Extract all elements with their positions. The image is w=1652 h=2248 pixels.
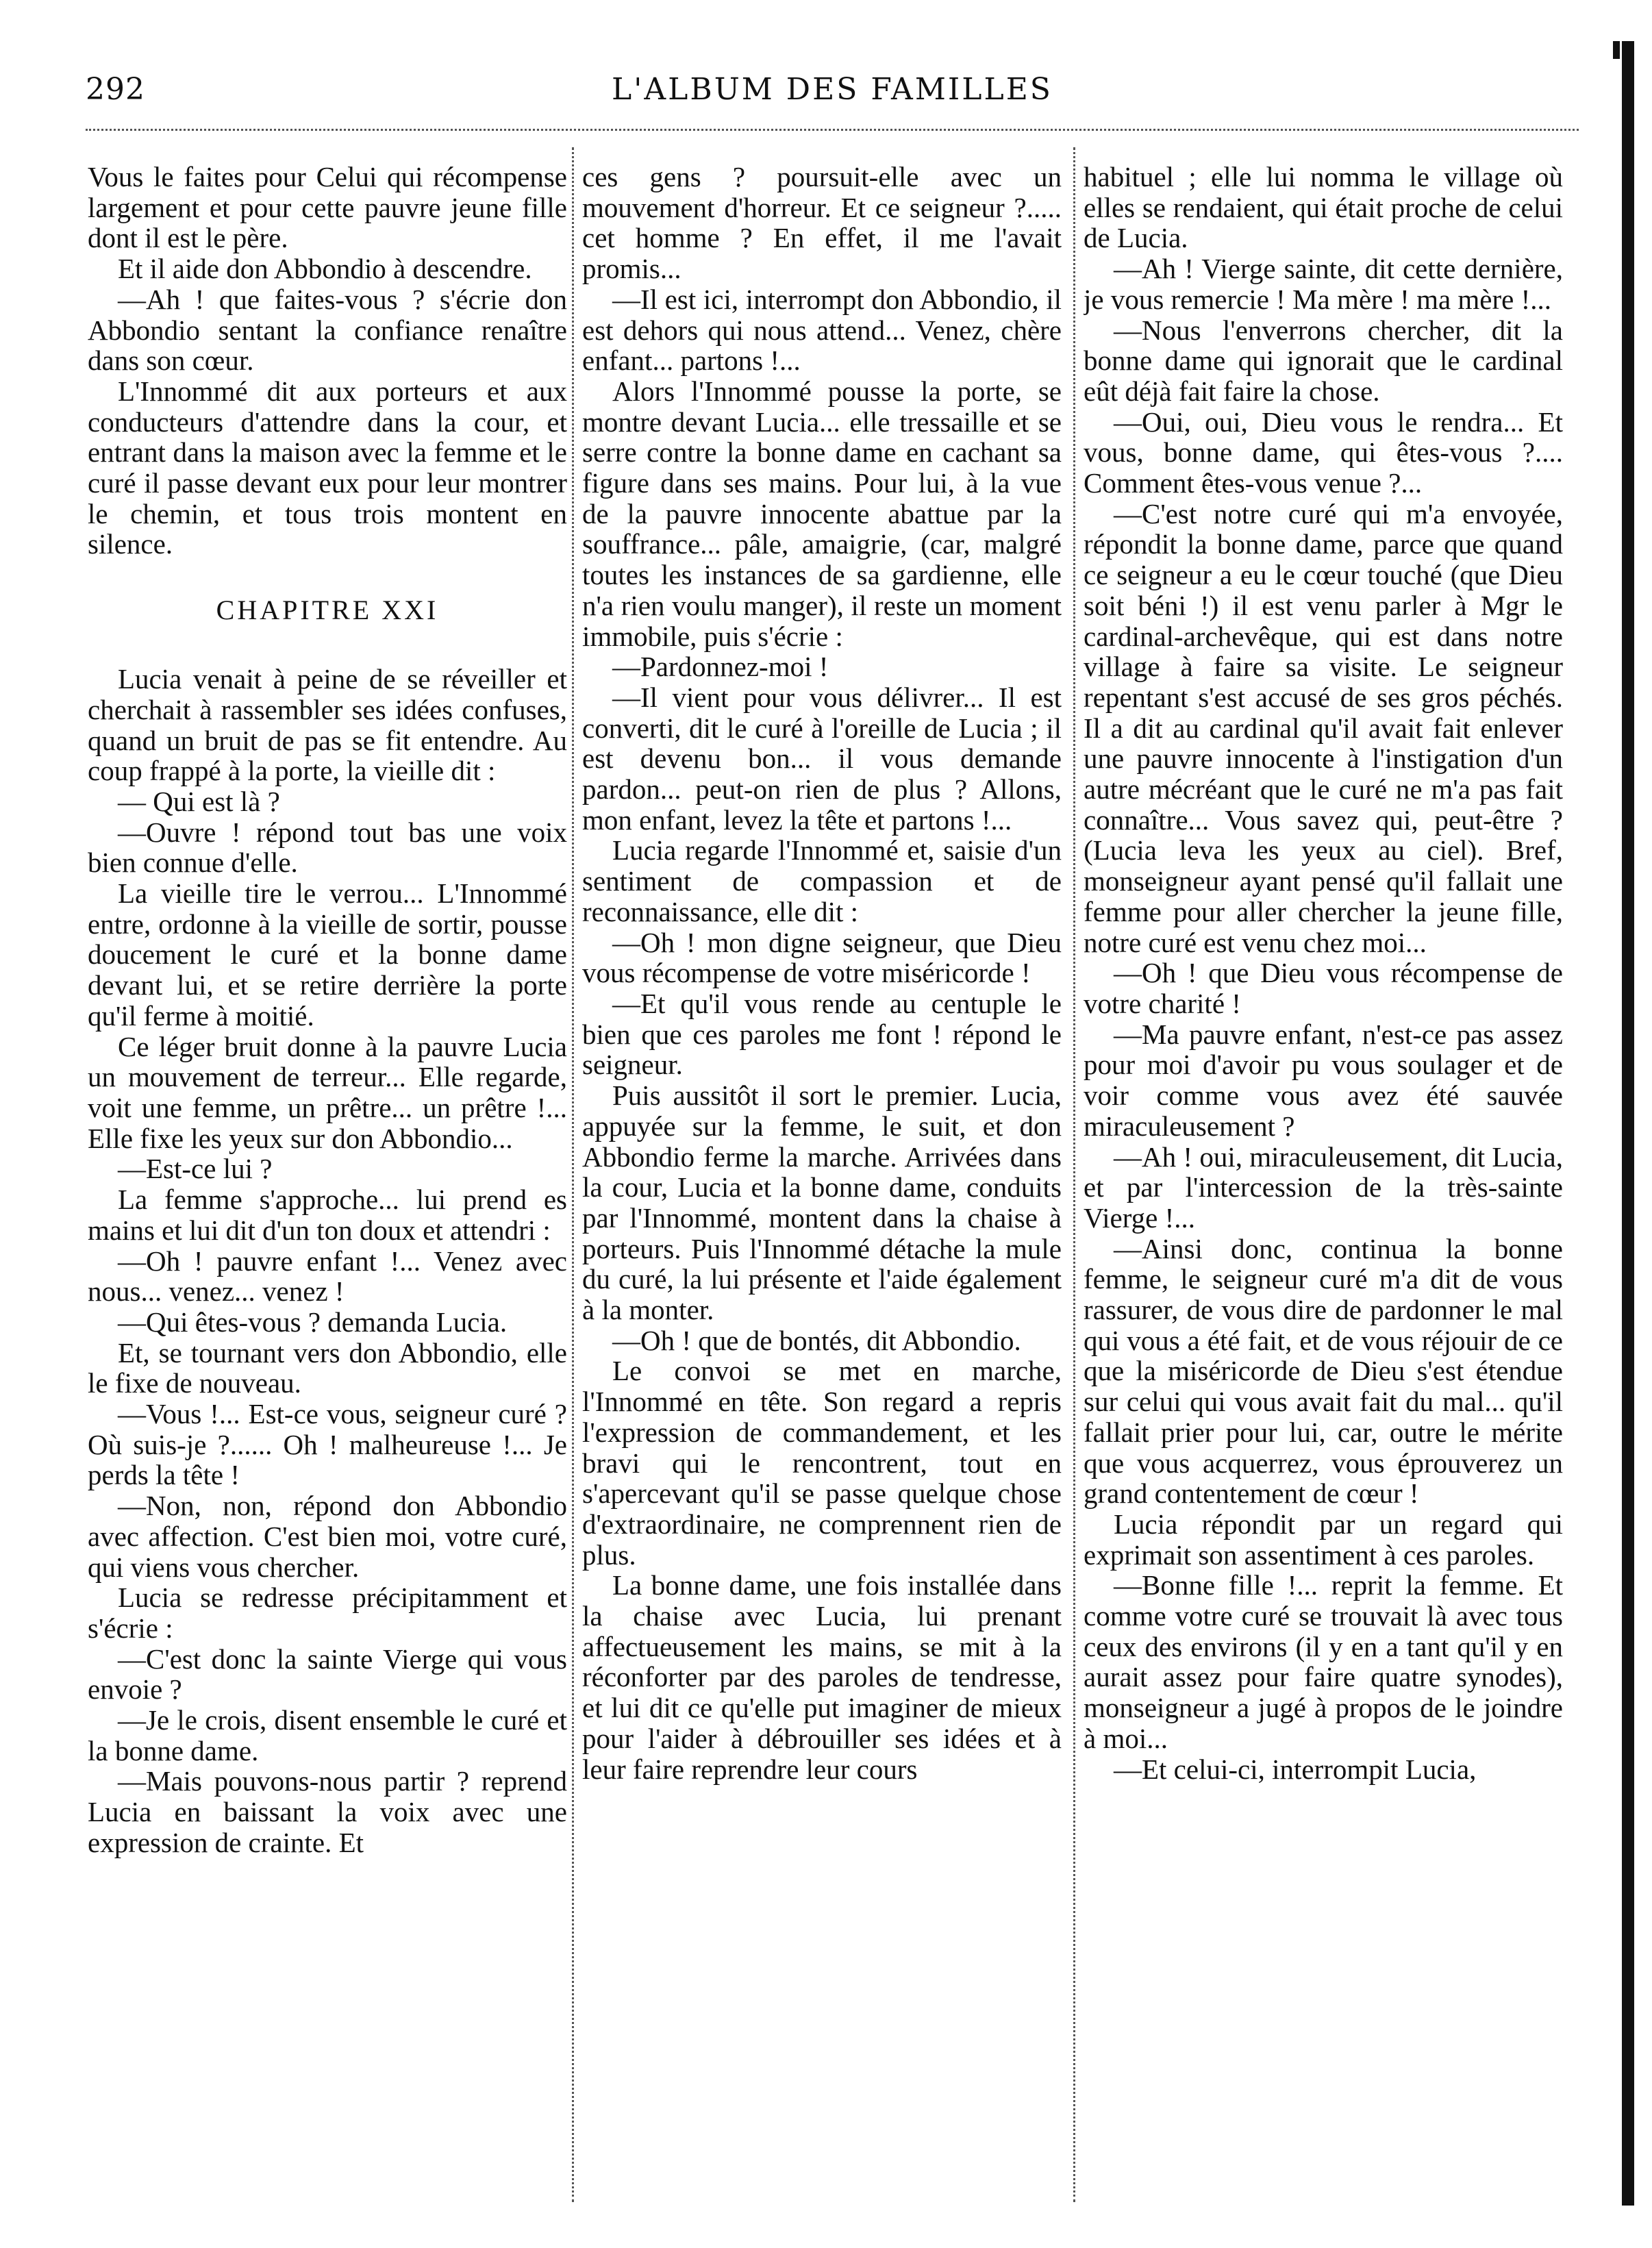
text-column-3 xyxy=(1084,162,1563,2210)
paragraph: —Nous l'enverrons chercher, dit la bonne dame qui ignorait que le cardinal eût déjà fait faire la chose. xyxy=(1084,314,1563,407)
text-column-1 xyxy=(88,162,567,2210)
paragraph: habituel ; elle lui nomma le village où elles se rendaient, qui était proche de celui de Lucia. xyxy=(1084,162,1563,254)
page-edge-bar xyxy=(1622,41,1634,2206)
paragraph: —Vous !... Est-ce vous, seigneur curé ? Où suis-je ?...... Oh ! malheureuse !... Je perds la tête ! xyxy=(88,1398,567,1491)
page-number: 292 xyxy=(86,72,145,107)
paragraph: — Qui est là ? xyxy=(118,785,280,817)
paragraph: —Il est ici, interrompt don Abbondio, il est dehors qui nous attend... Venez, chère enfant... partons !... xyxy=(582,283,1062,377)
paragraph: —Ah ! Vierge sainte, dit cette dernière, je vous remercie ! Ma mère ! ma mère !... xyxy=(1084,253,1563,315)
paragraph: La bonne dame, une fois installée dans la chaise avec Lucia, lui prenant affectueusement les mains, se mit à la réconforter par des paroles de tendresse, et lui dit ce qu'elle put imaginer de mieux pour l'aider à débrouiller ses idées et à leur faire reprendre leur cours xyxy=(582,1569,1062,1785)
paragraph: —Oh ! que de bontés, dit Abbondio. xyxy=(612,1324,1021,1356)
paragraph: Puis aussitôt il sort le premier. Lucia, appuyée sur la femme, le suit, et don Abbondio ferme la marche. Arrivées dans la cour, Lucia et la bonne dame, conduits par l'Innommé, montent dans la chaise à porteurs. Puis l'Innommé détache la mule du curé, la lui présente et l'aide également à la monter. xyxy=(582,1079,1062,1326)
paragraph: —Qui êtes-vous ? demanda Lucia. xyxy=(118,1306,508,1338)
page-header xyxy=(86,72,1579,127)
paragraph: —Oh ! pauvre enfant !... Venez avec nous... venez... venez ! xyxy=(88,1245,567,1308)
paragraph: Lucia répondit par un regard qui exprimait son assentiment à ces paroles. xyxy=(1084,1508,1563,1571)
paragraph: —C'est notre curé qui m'a envoyée, répondit la bonne dame, parce que quand ce seigneur a eu le cœur touché (que Dieu soit béni !) il est venu parler à Mgr le cardinal-archevêque, qui est dans notre village à faire sa visite. Le seigneur repentant s'est accusé de ses gros péchés. Il a dit au cardinal qu'il avait fait enlever une pauvre innocente à l'instigation d'un autre mécréant que le curé ne m'a pas fait connaître... Vous savez qui, peut-être ? (Lucia leva les yeux au ciel). Bref, monseigneur ayant pensé qu'il fallait une femme pour aller chercher la jeune fille, notre curé est venu chez moi... xyxy=(1084,497,1563,958)
paragraph: —Oh ! que Dieu vous récompense de votre charité ! xyxy=(1084,957,1563,1019)
paragraph: —Pardonnez-moi ! xyxy=(612,651,829,683)
chapter-heading: CHAPITRE XXI xyxy=(216,595,439,626)
paragraph: —Ma pauvre enfant, n'est-ce pas assez pour moi d'avoir pu vous soulager et de voir comme vous avez été sauvée miraculeusement ? xyxy=(1084,1018,1563,1142)
paragraph: —Ah ! que faites-vous ? s'écrie don Abbondio sentant la confiance renaître dans son cœur. xyxy=(88,283,567,377)
paragraph: —Ainsi donc, continua la bonne femme, le seigneur curé m'a dit de vous rassurer, de vous dire de pardonner le mal qui vous a été fait, et de vous réjouir de ce que la miséricorde de Dieu s'est étendue sur celui qui vous avait fait du mal... qu'il fallait prier pour lui, car, outre le mérite que vous acquerrez, vous éprouverez un grand contentement de cœur ! xyxy=(1084,1232,1563,1510)
paragraph: La vieille tire le verrou... L'Innommé entre, ordonne à la vieille de sortir, pousse doucement le curé et la bonne dame devant lui, et se retire derrière la porte qu'il ferme à moitié. xyxy=(88,877,567,1032)
column-divider xyxy=(1073,147,1075,2202)
running-title: L'ALBUM DES FAMILLES xyxy=(612,72,1053,107)
paragraph: Vous le faites pour Celui qui récompense largement et pour cette pauvre jeune fille dont il est le père. xyxy=(88,162,567,254)
paragraph: —Et qu'il vous rende au centuple le bien que ces paroles me font ! répond le seigneur. xyxy=(582,987,1062,1081)
paragraph: Lucia regarde l'Innommé et, saisie d'un sentiment de compassion et de reconnaissance, elle dit : xyxy=(582,834,1062,927)
paragraph: Lucia se redresse précipitamment et s'écrie : xyxy=(88,1582,567,1644)
paragraph: —Je le crois, disent ensemble le curé et la bonne dame. xyxy=(88,1704,567,1766)
paragraph: —Non, non, répond don Abbondio avec affection. C'est bien moi, votre curé, qui viens vous chercher. xyxy=(88,1490,567,1583)
paragraph: —Oh ! mon digne seigneur, que Dieu vous récompense de votre miséricorde ! xyxy=(582,926,1062,989)
text-column-2 xyxy=(582,162,1062,2210)
header-rule xyxy=(86,129,1579,131)
paragraph: —Il vient pour vous délivrer... Il est converti, dit le curé à l'oreille de Lucia ; il est devenu bon... il vous demande pardon... peut-on rien de plus ? Allons, mon enfant, levez la tête et partons !... xyxy=(582,681,1062,836)
paragraph: —Ah ! oui, miraculeusement, dit Lucia, et par l'intercession de la très-sainte Vierge !... xyxy=(1084,1140,1563,1234)
paragraph: Ce léger bruit donne à la pauvre Lucia un mouvement de terreur... Elle regarde, voit une femme, un prêtre... un prêtre !... Elle fixe les yeux sur don Abbondio... xyxy=(88,1030,567,1154)
paragraph: Et il aide don Abbondio à descendre. xyxy=(118,253,532,285)
column-divider xyxy=(572,147,574,2202)
paragraph: Et, se tournant vers don Abbondio, elle le fixe de nouveau. xyxy=(88,1336,567,1399)
page-edge-mark xyxy=(1613,41,1620,59)
paragraph: —Et celui-ci, interrompit Lucia, xyxy=(1114,1753,1477,1785)
paragraph: ces gens ? poursuit-elle avec un mouvement d'horreur. Et ce seigneur ?..... cet homme ? En effet, il me l'avait promis... xyxy=(582,162,1062,285)
paragraph: —Oui, oui, Dieu vous le rendra... Et vous, bonne dame, qui êtes-vous ?.... Comment êtes-vous venue ?... xyxy=(1084,405,1563,499)
paragraph: —C'est donc la sainte Vierge qui vous envoie ? xyxy=(88,1643,567,1706)
paragraph: Lucia venait à peine de se réveiller et cherchait à rassembler ses idées confuses, quand un bruit de pas se fit entendre. Au coup frappé à la porte, la vieille dit : xyxy=(88,663,567,787)
paragraph: —Bonne fille !... reprit la femme. Et comme votre curé se trouvait là avec tous ceux des environs (il y en a tant qu'il y en aurait assez pour faire quatre synodes), monseigneur a jugé à propos de le joindre à moi... xyxy=(1084,1569,1563,1754)
paragraph: Alors l'Innommé pousse la porte, se montre devant Lucia... elle tressaille et se serre contre la bonne dame en cachant sa figure dans ses mains. Pour lui, à la vue de la pauvre innocente abattue par la souffrance... pâle, amaigrie, (car, malgré toutes les instances de sa gardienne, elle n'a rien voulu manger), il reste un moment immobile, puis s'écrie : xyxy=(582,375,1062,652)
paragraph: —Ouvre ! répond tout bas une voix bien connue d'elle. xyxy=(88,816,567,879)
paragraph: —Mais pouvons-nous partir ? reprend Lucia en baissant la voix avec une expression de crainte. Et xyxy=(88,1765,567,1858)
paragraph: —Est-ce lui ? xyxy=(118,1153,273,1185)
paragraph: L'Innommé dit aux porteurs et aux conducteurs d'attendre dans la cour, et entrant dans la maison avec la femme et le curé il passe devant eux pour leur montrer le chemin, et tous trois montent en silence. xyxy=(88,375,567,560)
paragraph: Le convoi se met en marche, l'Innommé en tête. Son regard a repris l'expression de commandement, et les bravi qui le rencontrent, tout en s'apercevant qu'il se passe quelque chose d'extraordinaire, ne comprennent rien de plus. xyxy=(582,1355,1062,1571)
paragraph: La femme s'approche... lui prend es mains et lui dit d'un ton doux et attendri : xyxy=(88,1184,567,1246)
